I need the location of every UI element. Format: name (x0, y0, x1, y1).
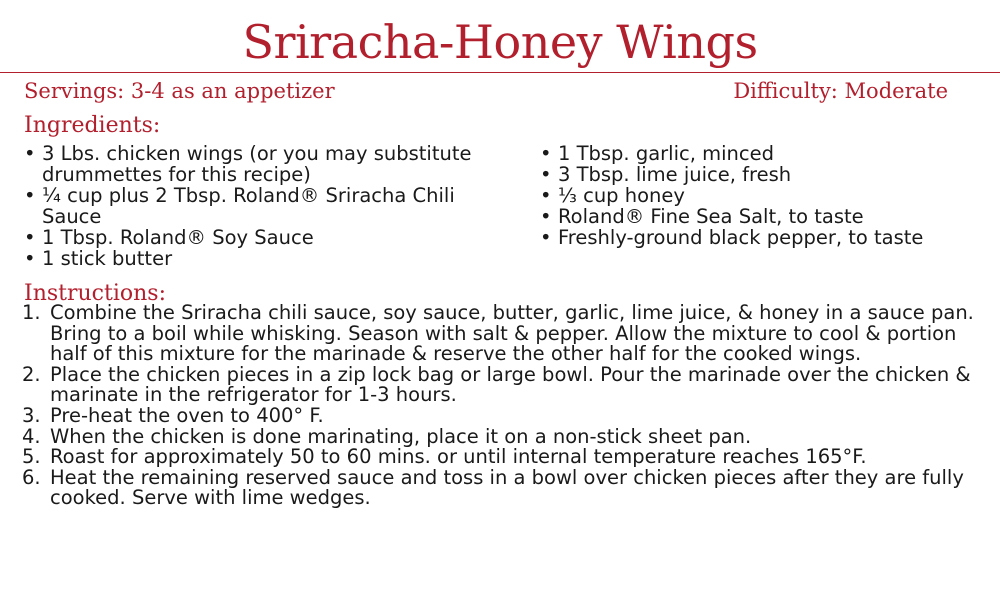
instruction-step (22, 362, 988, 407)
instructions-heading: Instructions: (24, 281, 166, 306)
step-number: 5. (22, 445, 41, 469)
step-number: 1. (22, 301, 41, 324)
ingredient-item: • ⅓ cup honey (538, 185, 978, 206)
ingredient-item: • Roland® Fine Sea Salt, to taste (538, 206, 978, 227)
step-text: Roast for approximately 50 to 60 mins. or until internal temperature reaches 165°F. (50, 445, 867, 469)
step-number: 3. (22, 403, 41, 427)
instruction-step (22, 447, 988, 468)
ingredients-heading: Ingredients: (24, 113, 161, 138)
ingredient-item: • ¼ cup plus 2 Tbsp. Roland® Sriracha Chili Sauce (22, 185, 512, 227)
instruction-step (22, 465, 988, 510)
recipe-title: Sriracha-Honey Wings (242, 15, 758, 69)
servings-label: Servings: 3-4 as an appetizer (24, 79, 335, 103)
difficulty-label: Difficulty: Moderate (733, 79, 948, 103)
ingredients-list-left (22, 143, 512, 269)
instruction-step (22, 403, 988, 427)
instructions-list (22, 303, 988, 509)
step-number: 6. (22, 465, 41, 489)
step-text: When the chicken is done marinating, place it on a non-stick sheet pan. (50, 424, 752, 448)
step-text: Pre-heat the oven to 400° F. (50, 403, 324, 427)
ingredient-item: • 1 Tbsp. garlic, minced (538, 143, 978, 164)
ingredient-item: • Freshly-ground black pepper, to taste (538, 227, 978, 248)
step-text: Combine the Sriracha chili sauce, soy sauce, butter, garlic, lime juice, & honey in a sauce pan. Bring to a boil while whisking. Season with salt & pepper. Allow the mixture to cool & portion half of this mixture for the marinade & reserve the other half for the cooked wings. (50, 301, 974, 366)
step-number: 2. (22, 362, 41, 386)
ingredient-item: • 1 Tbsp. Roland® Soy Sauce (22, 227, 512, 248)
step-text: Place the chicken pieces in a zip lock bag or large bowl. Pour the marinade over the chicken & marinate in the refrigerator for 1-3 hours. (50, 362, 971, 407)
ingredient-item: • 3 Lbs. chicken wings (or you may substitute drummettes for this recipe) (22, 143, 512, 185)
step-number: 4. (22, 424, 41, 448)
step-text: Heat the remaining reserved sauce and toss in a bowl over chicken pieces after they are fully cooked. Serve with lime wedges. (50, 465, 964, 510)
instruction-step (22, 303, 988, 365)
ingredient-item: • 1 stick butter (22, 248, 512, 269)
instruction-step (22, 424, 988, 448)
title-divider (0, 72, 1000, 73)
ingredient-item: • 3 Tbsp. lime juice, fresh (538, 164, 978, 185)
ingredients-list-right (538, 143, 978, 248)
